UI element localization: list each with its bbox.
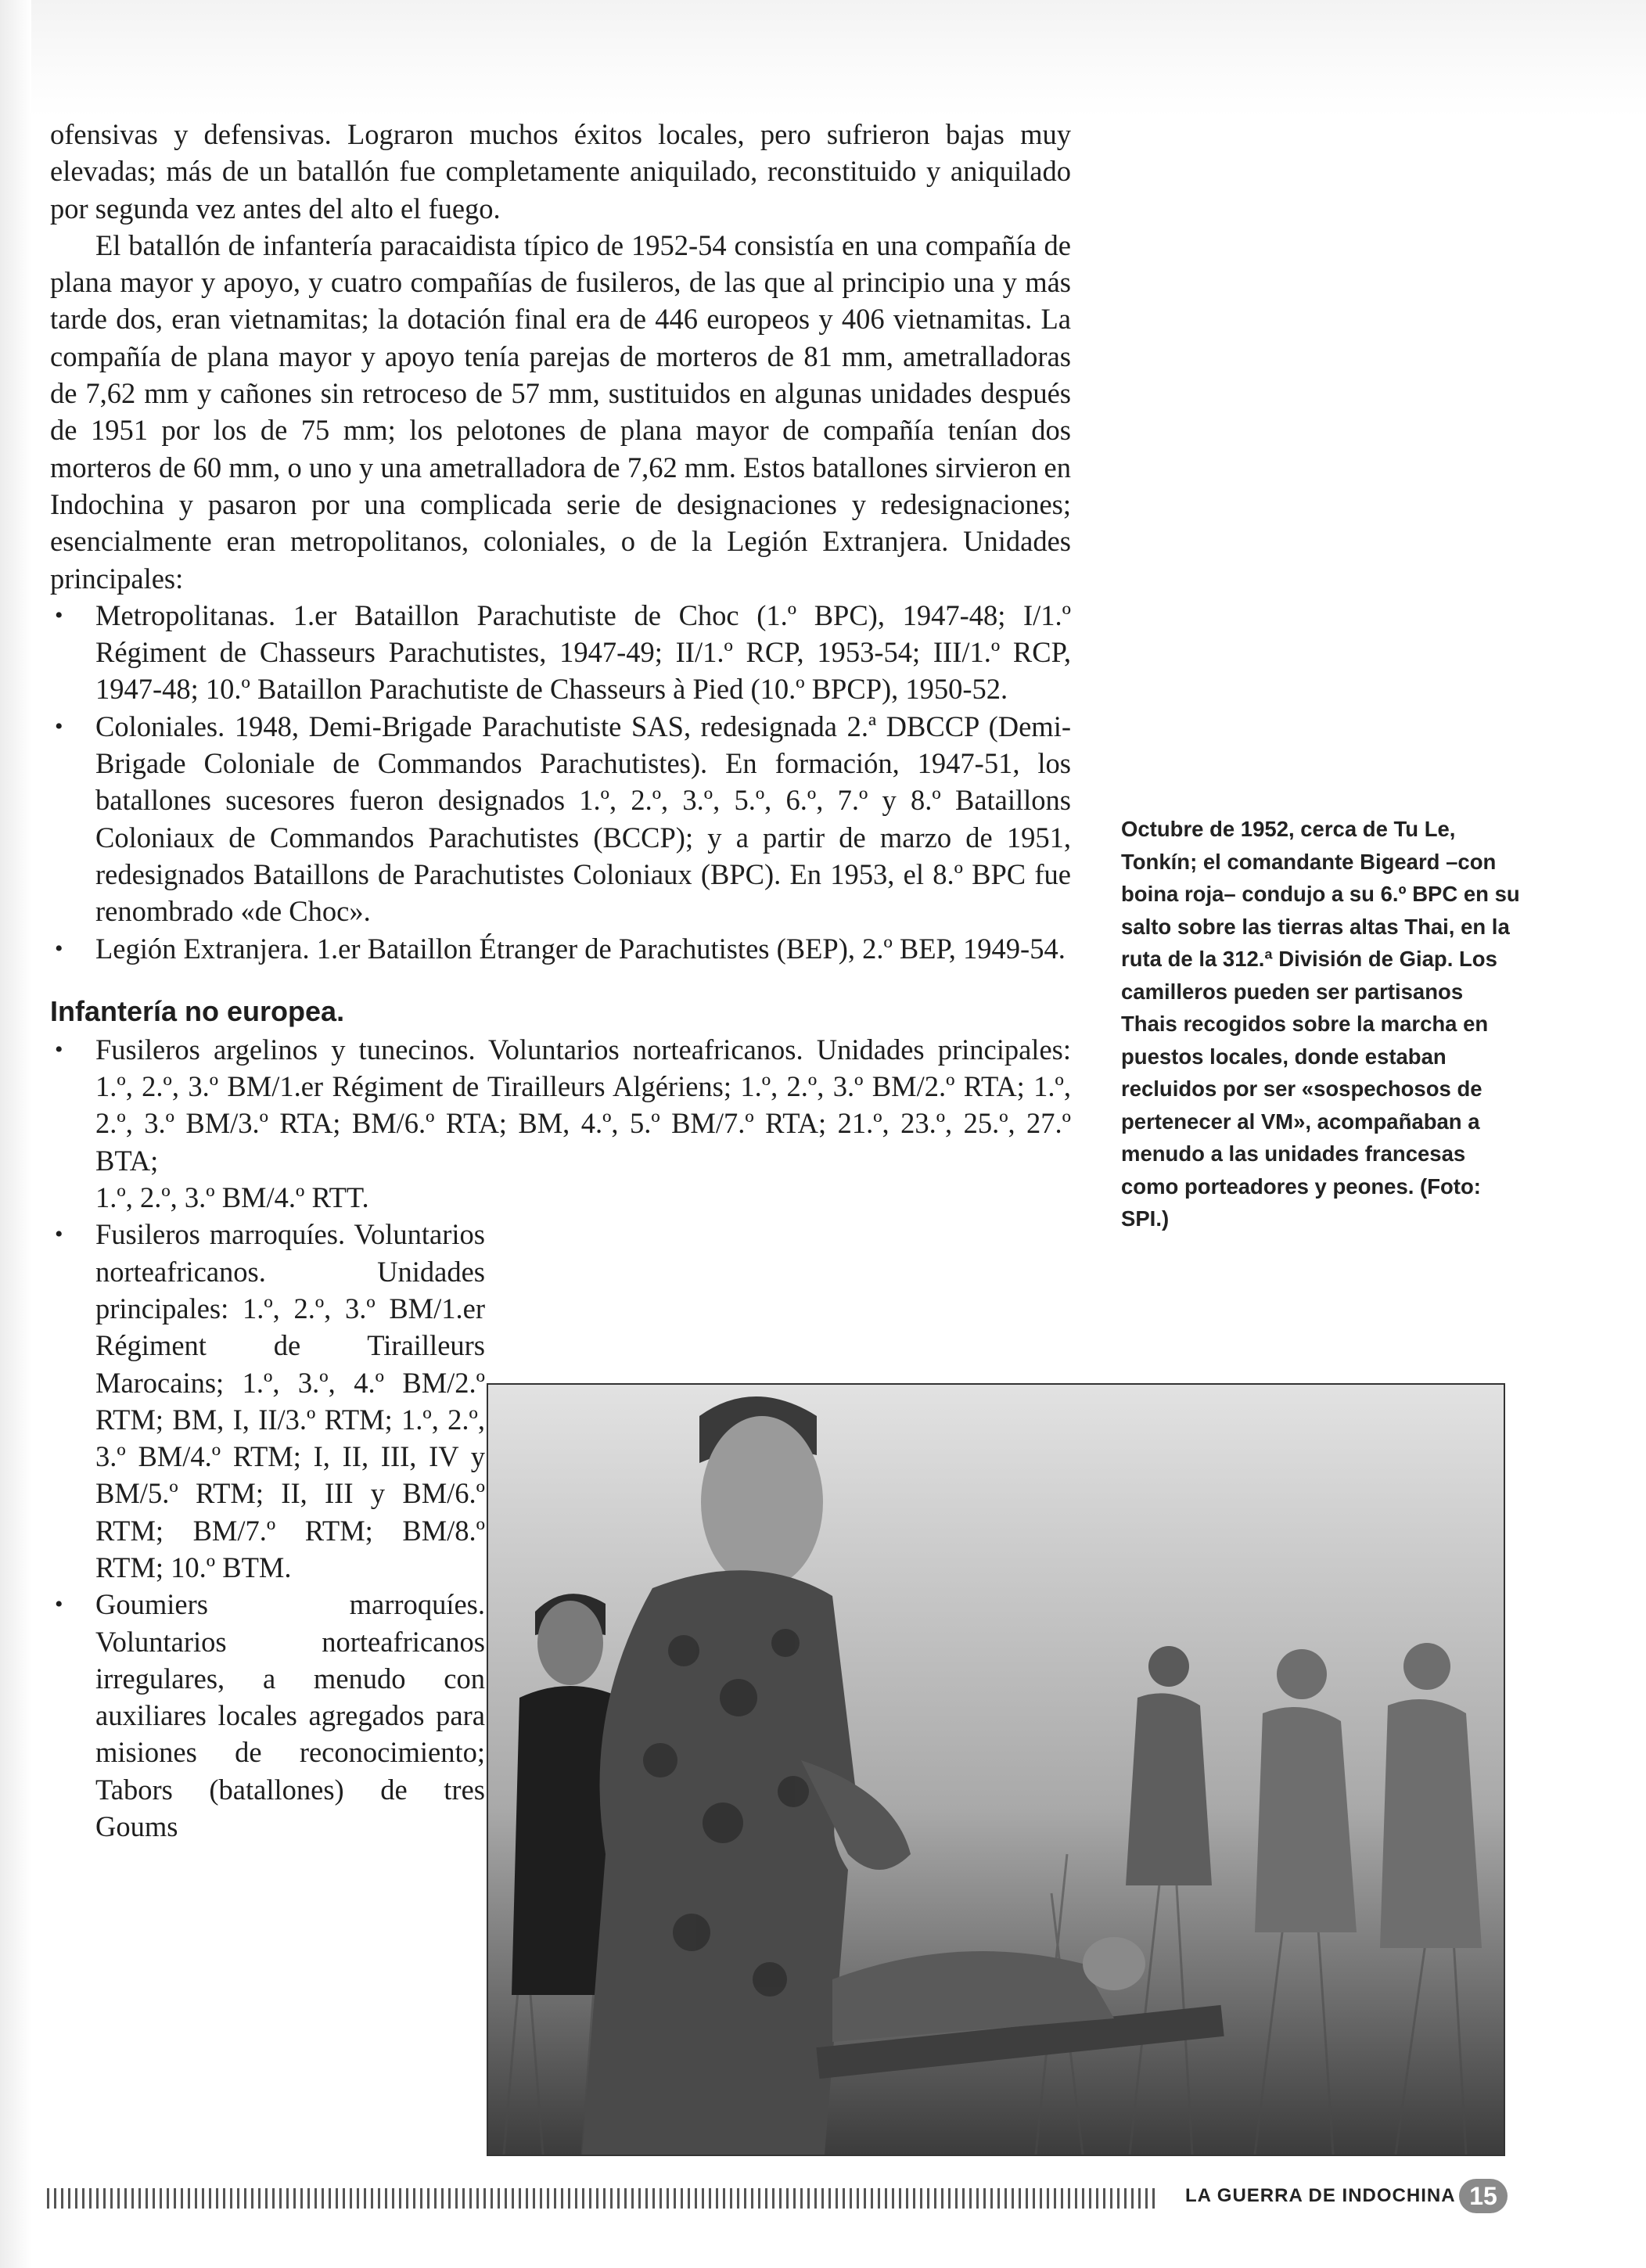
bullet-icon: • xyxy=(55,602,63,628)
page-footer xyxy=(47,2179,1510,2213)
list-item: • Coloniales. 1948, Demi-Brigade Parachutiste SAS, redesignada 2.ª DBCCP (Demi-Brigade Coloniale de Commandos Parachutistes). En formación, 1947-51, los batallones sucesores fueron designados 1.º, 2.º, 3.º, 5.º, 6.º, 7.º y 8.º Bataillons Coloniaux de Commandos Parachutistes (BCCP); y a partir de marzo de 1951, redesignados Bataillons de Parachutistes Coloniaux (BPC). En 1953, el 8.º BPC fue renombrado «de Choc». xyxy=(50,708,1071,930)
bullet-icon: • xyxy=(55,1036,63,1062)
list-item: • Goumiers marroquíes. Voluntarios norteafricanos irregulares, a menudo con auxiliares locales agregados para misiones de reconocimiento; Tabors (batallones) de tres Goums xyxy=(50,1586,485,1845)
page-number: 15 xyxy=(1459,2179,1508,2213)
bullet-icon: • xyxy=(55,935,63,961)
section-heading: Infantería no europea. xyxy=(50,994,345,1027)
unit-list xyxy=(50,597,1071,967)
non-european-list xyxy=(50,1031,1071,1179)
photograph-illustration xyxy=(488,1385,1504,2155)
list-item-continuation: 1.º, 2.º, 3.º BM/4.º RTT. xyxy=(95,1181,369,1214)
list-item: • Fusileros argelinos y tunecinos. Voluntarios norteafricanos. Unidades principales: 1.º, 2.º, 3.º BM/1.er Régiment de Tirailleurs Algériens; 1.º, 2.º, 3.º BM/2.º RTA; 1.º, 2.º, 3.º BM/3.º RTA; BM/6.º RTA; BM, 4.º, 5.º BM/7.º RTA; 21.º, 23.º, 25.º, 27.º BTA; xyxy=(50,1031,1071,1179)
footer-rule xyxy=(47,2188,1158,2209)
list-item: • Legión Extranjera. 1.er Bataillon Étranger de Parachutistes (BEP), 2.º BEP, 1949-54. xyxy=(50,930,1071,967)
photograph xyxy=(487,1383,1505,2156)
non-european-list-narrow xyxy=(50,1216,485,1845)
photo-caption: Octubre de 1952, cerca de Tu Le, Tonkín; el comandante Bigeard –con boina roja– condujo a su 6.º BPC en su salto sobre las tierras altas Thai, en la ruta de la 312.ª División de Giap. Los camilleros pueden ser partisanos Thais recogidos sobre la marcha en puestos locales, donde estaban recluidos por ser «sospechosos de pertenecer al VM», acompañaban a menudo a las unidades francesas como porteadores y peones. (Foto: SPI.) xyxy=(1121,817,1520,1231)
list-item: • Fusileros marroquíes. Voluntarios norteafricanos. Unidades principales: 1.º, 2.º, 3.º BM/1.er Régiment de Tirailleurs Marocains; 1.º, 3.º, 4.º BM/2.º RTM; BM, I, II/3.º RTM; 1.º, 2.º, 3.º BM/4.º RTM; I, II, III, IV y BM/5.º RTM; II, III y BM/6.º RTM; BM/7.º RTM; BM/8.º RTM; 10.º BTM. xyxy=(50,1216,485,1586)
list-item: • Metropolitanas. 1.er Bataillon Parachutiste de Choc (1.º BPC), 1947-48; I/1.º Régiment de Chasseurs Parachutistes, 1947-49; II/1.º RCP, 1953-54; III/1.º RCP, 1947-48; 10.º Bataillon Parachutiste de Chasseurs à Pied (10.º BPCP), 1950-52. xyxy=(50,597,1071,708)
bullet-icon: • xyxy=(55,713,63,739)
paragraph-2: El batallón de infantería paracaidista típico de 1952-54 consistía en una compañía de plana mayor y apoyo, y cuatro compañías de fusileros, de las que al principio una y más tarde dos, eran vietnamitas; la dotación final era de 446 europeos y 406 vietnamitas. La compañía de plana mayor y apoyo tenía parejas de morteros de 81 mm, ametralladoras de 7,62 mm y cañones sin retroceso de 57 mm, sustituidos en algunas unidades después de 1951 por los de 75 mm; los pelotones de plana mayor de compañía tenían dos morteros de 60 mm, o uno y una ametralladora de 7,62 mm. Estos batallones sirvieron en Indochina y pasaron por una complicada serie de designaciones y redesignaciones; esencialmente eran metropolitanos, coloniales, o de la Legión Extranjera. Unidades principales: xyxy=(50,228,1071,595)
bullet-icon: • xyxy=(55,1221,63,1248)
bullet-icon: • xyxy=(55,1591,63,1618)
scan-shadow-left xyxy=(0,0,31,2268)
paragraph-1: ofensivas y defensivas. Lograron muchos éxitos locales, pero sufrieron bajas muy elevadas; más de un batallón fue completamente aniquilado, reconstituido y aniquilado por segunda vez antes del alto el fuego. xyxy=(50,118,1071,225)
scan-shadow-top xyxy=(0,0,1646,117)
running-title: LA GUERRA DE INDOCHINA xyxy=(1185,2185,1456,2206)
